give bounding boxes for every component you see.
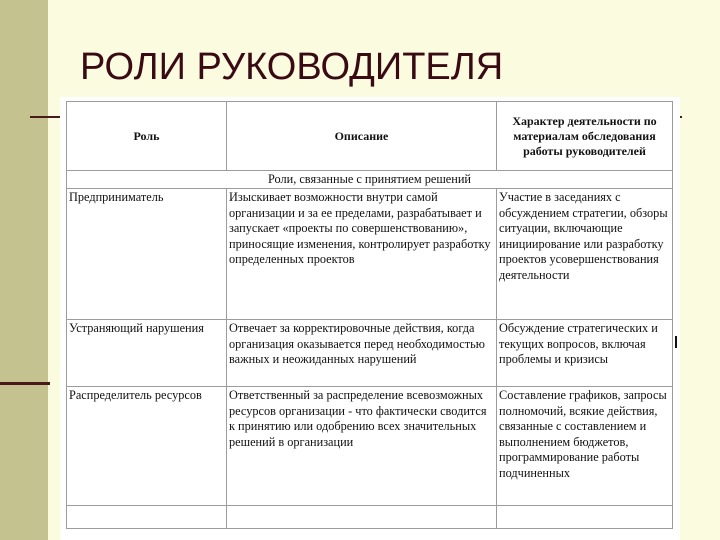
activity-cell: Составление графиков, запросы полномочий, всякие действия, связанные с составлением и выполнением бюджетов, программирование работы подчиненных: [497, 387, 673, 506]
header-activity: Характер деятельности по материалам обследования работы руководителей: [497, 102, 673, 171]
header-role: Роль: [67, 102, 227, 171]
role-cell: Распределитель ресурсов: [67, 387, 227, 506]
table-row-cut-off: [67, 506, 673, 529]
left-accent-rule: [0, 382, 50, 385]
roles-table: [66, 101, 673, 529]
activity-cell: Участие в заседаниях с обсуждением стратегии, обзоры ситуации, включающие инициирование или разработку проектов усовершенствования деятельности: [497, 189, 673, 320]
table-row: [67, 320, 673, 387]
role-cell: Предприниматель: [67, 189, 227, 320]
description-cell: Ответственный за распределение всевозможных ресурсов организации - что фактически сводится к принятию или одобрению всех значительных решений в организации: [227, 387, 497, 506]
table-header-row: [67, 102, 673, 171]
role-cell: Устраняющий нарушения: [67, 320, 227, 387]
section-row: [67, 171, 673, 189]
left-accent-strip: [0, 0, 48, 540]
scanned-table-image: [60, 97, 680, 540]
description-cell: Изыскивает возможности внутри самой организации и за ее пределами, разрабатывает и запускает «проекты по совершенствованию», приносящие изменения, контролирует разработку определенных проектов: [227, 189, 497, 320]
description-cell: Отвечает за корректировочные действия, когда организация оказывается перед необходимостью важных и неожиданных нарушений: [227, 320, 497, 387]
header-description: Описание: [227, 102, 497, 171]
slide-title: РОЛИ РУКОВОДИТЕЛЯ: [80, 46, 504, 88]
table-row: [67, 387, 673, 506]
activity-cell: Обсуждение стратегических и текущих вопросов, включая проблемы и кризисы: [497, 320, 673, 387]
table-row: [67, 189, 673, 320]
section-label: Роли, связанные с принятием решений: [67, 171, 673, 189]
margin-marker: [675, 336, 677, 348]
